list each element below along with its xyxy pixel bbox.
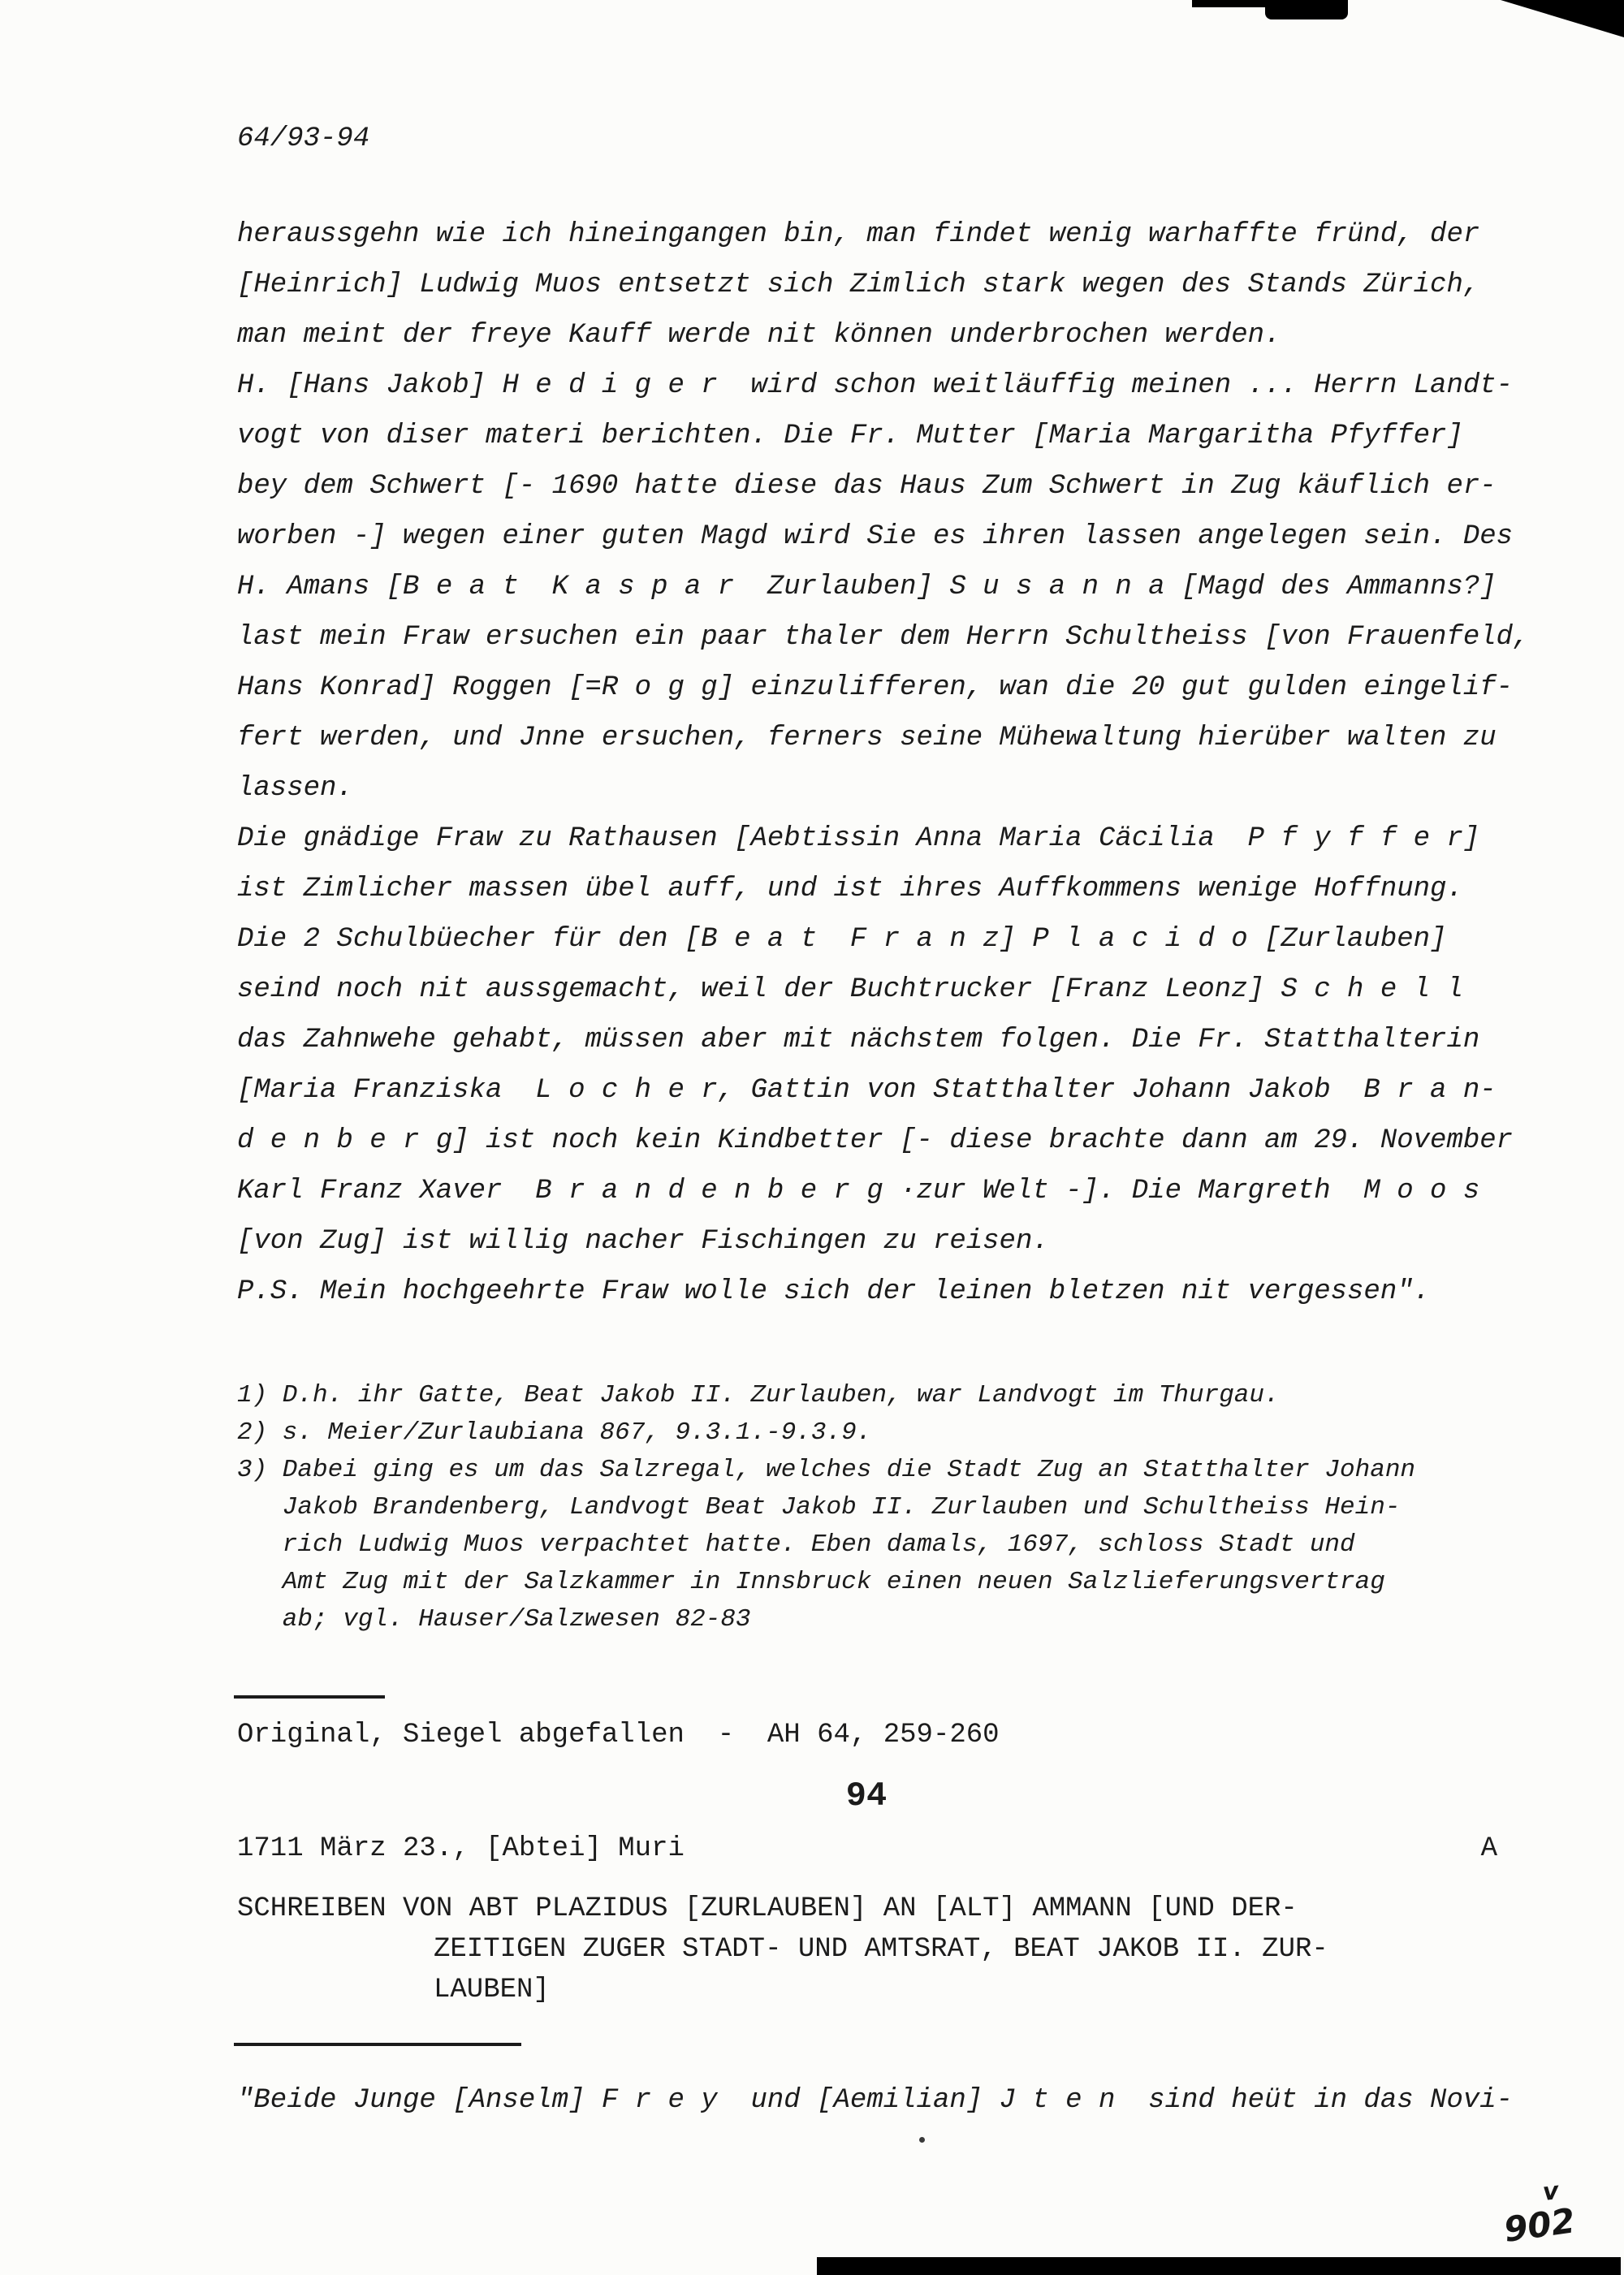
title-line: ZEITIGEN ZUGER STADT- UND AMTSRAT, BEAT JAKOB II. ZUR- — [434, 1934, 1328, 1965]
scan-artifact-bottom-bar — [817, 2257, 1621, 2275]
footnote-line: Jakob Brandenberg, Landvogt Beat Jakob II. Zurlauben und Schultheiss Hein- — [237, 1493, 1401, 1522]
footnote-line: ab; vgl. Hauser/Salzwesen 82-83 — [237, 1605, 751, 1634]
footnotes-block — [237, 1377, 1553, 1638]
provenance-line: Original, Siegel abgefallen - AH 64, 259-260 — [237, 1720, 1000, 1750]
title-line: LAUBEN] — [434, 1975, 550, 2005]
body-line: d e n b e r g] ist noch kein Kindbetter [- diese brachte dann am 29. November — [237, 1125, 1514, 1156]
separator-rule — [234, 1695, 385, 1699]
series-letter: A — [1480, 1833, 1497, 1864]
closing-line: "Beide Junge [Anselm] F r e y und [Aemilian] J t e n sind heüt in das Novi- — [237, 2085, 1514, 2116]
body-line: Karl Franz Xaver B r a n d e n b e r g ·zur Welt -]. Die Margreth M o o s — [237, 1176, 1480, 1207]
footnote-line: Amt Zug mit der Salzkammer in Innsbruck einen neuen Salzlieferungsvertrag — [237, 1568, 1385, 1596]
footnote-line: 1) D.h. ihr Gatte, Beat Jakob II. Zurlauben, war Landvogt im Thurgau. — [237, 1381, 1280, 1409]
scan-artifact-top-line — [1192, 0, 1270, 7]
body-line: [von Zug] ist willig nacher Fischingen zu reisen. — [237, 1226, 1049, 1257]
handwritten-page-number: 902 — [1501, 2200, 1578, 2250]
body-line: heraussgehn wie ich hineingangen bin, man findet wenig warhaffte fründ, der — [237, 219, 1480, 250]
body-line: das Zahnwehe gehabt, müssen aber mit nächstem folgen. Die Fr. Statthalterin — [237, 1025, 1480, 1055]
body-line: [Maria Franziska L o c h e r, Gattin von Statthalter Johann Jakob B r a n- — [237, 1075, 1497, 1106]
body-line: [Heinrich] Ludwig Muos entsetzt sich Zimlich stark wegen des Stands Zürich, — [237, 270, 1480, 300]
title-line: SCHREIBEN VON ABT PLAZIDUS [ZURLAUBEN] AN [ALT] AMMANN [UND DER- — [237, 1893, 1298, 1924]
body-line: last mein Fraw ersuchen ein paar thaler dem Herrn Schultheiss [von Frauenfeld, — [237, 622, 1530, 653]
body-line: P.S. Mein hochgeehrte Fraw wolle sich der leinen bletzen nit vergessen". — [237, 1276, 1431, 1307]
document-title-block — [237, 1889, 1553, 2010]
footnote-line: 3) Dabei ging es um das Salzregal, welches die Stadt Zug an Statthalter Johann — [237, 1456, 1416, 1484]
page-number-header: 64/93-94 — [237, 123, 370, 154]
body-line: Hans Konrad] Roggen [=R o g g] einzulifferen, wan die 20 gut gulden eingelif- — [237, 672, 1514, 703]
body-line: vogt von diser materi berichten. Die Fr. Mutter [Maria Margaritha Pfyffer] — [237, 421, 1463, 451]
body-line: lassen. — [237, 773, 353, 804]
body-line: Die gnädige Fraw zu Rathausen [Aebtissin Anna Maria Cäcilia P f y f f e r] — [237, 823, 1480, 854]
body-line: H. Amans [B e a t K a s p a r Zurlauben] S u s a n n a [Magd des Ammanns?] — [237, 572, 1497, 602]
body-line: ist Zimlicher massen übel auff, und ist ihres Auffkommens wenige Hoffnung. — [237, 874, 1463, 904]
body-line: seind noch nit aussgemacht, weil der Buchtrucker [Franz Leonz] S c h e l l — [237, 974, 1463, 1005]
scan-speck — [919, 2137, 925, 2143]
scan-artifact-top-corner — [1501, 0, 1624, 37]
footnote-line: 2) s. Meier/Zurlaubiana 867, 9.3.1.-9.3.9. — [237, 1418, 872, 1447]
body-text-block — [237, 209, 1553, 1317]
date-row — [237, 1833, 1497, 1864]
body-line: bey dem Schwert [- 1690 hatte diese das Haus Zum Schwert in Zug käuflich er- — [237, 471, 1497, 502]
scan-artifact-top-blob — [1265, 0, 1348, 19]
handwritten-check-mark: v — [1541, 2177, 1561, 2207]
document-number: 94 — [845, 1776, 888, 1815]
body-line: man meint der freye Kauff werde nit können underbrochen werden. — [237, 320, 1281, 351]
date-line: 1711 März 23., [Abtei] Muri — [237, 1833, 685, 1864]
body-line: worben -] wegen einer guten Magd wird Sie es ihren lassen angelegen sein. Des — [237, 521, 1514, 552]
footnote-line: rich Ludwig Muos verpachtet hatte. Eben damals, 1697, schloss Stadt und — [237, 1530, 1355, 1559]
separator-rule — [234, 2043, 521, 2046]
body-line: H. [Hans Jakob] H e d i g e r wird schon weitläuffig meinen ... Herrn Landt- — [237, 370, 1514, 401]
body-line: fert werden, und Jnne ersuchen, ferners seine Mühewaltung hierüber walten zu — [237, 723, 1497, 753]
body-line: Die 2 Schulbüecher für den [B e a t F r a n z] P l a c i d o [Zurlauben] — [237, 924, 1447, 955]
